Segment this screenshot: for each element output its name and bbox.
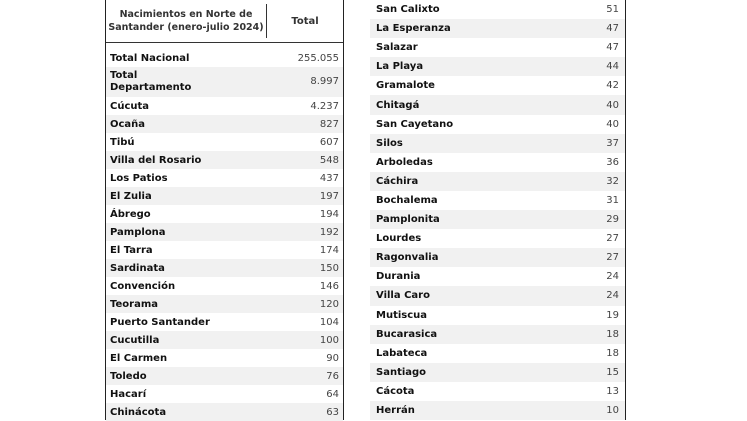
birth-count: 42 [606, 80, 619, 92]
municipality-name: Total Departamento [110, 70, 192, 93]
birth-count: 104 [319, 316, 339, 328]
municipality-name: Ábrego [110, 208, 151, 220]
birth-count: 827 [319, 118, 339, 130]
table-header [106, 0, 343, 43]
birth-count: 548 [319, 154, 339, 166]
municipality-name: Teorama [110, 298, 158, 310]
table-row [106, 169, 343, 187]
table-row [370, 210, 625, 229]
birth-count: 63 [326, 406, 339, 418]
table-row [106, 133, 343, 151]
municipality-name: Durania [376, 271, 421, 283]
municipality-name: Villa Caro [376, 290, 430, 302]
birth-count: 4.237 [310, 100, 339, 112]
birth-count: 255.055 [297, 52, 339, 64]
birth-count: 31 [606, 194, 619, 206]
municipality-name: Arboledas [376, 156, 433, 168]
municipality-name: Mutiscua [376, 309, 428, 321]
municipality-name: El Tarra [110, 244, 153, 256]
municipality-name: La Playa [376, 61, 424, 73]
table-row [370, 286, 625, 305]
births-table-left [105, 0, 344, 420]
birth-count: 90 [326, 352, 339, 364]
table-row [106, 385, 343, 403]
table-row [106, 367, 343, 385]
birth-count: 24 [606, 290, 619, 302]
table-row [370, 325, 625, 344]
municipality-name: San Calixto [376, 4, 440, 16]
table-body [370, 0, 625, 420]
municipality-name: Ragonvalia [376, 252, 439, 264]
table-row [370, 401, 625, 420]
birth-count: 47 [606, 23, 619, 35]
table-row [370, 38, 625, 57]
table-row [106, 331, 343, 349]
table-row [370, 267, 625, 286]
birth-count: 174 [319, 244, 339, 256]
birth-count: 13 [606, 385, 619, 397]
birth-count: 40 [606, 99, 619, 111]
municipality-name: Total Nacional [110, 52, 190, 64]
table-row [106, 205, 343, 223]
table-row [370, 172, 625, 191]
header-total: Total [291, 15, 319, 27]
table-row [370, 115, 625, 134]
table-row [106, 403, 343, 421]
birth-count: 197 [319, 190, 339, 202]
municipality-name: Pamplonita [376, 214, 440, 226]
birth-count: 18 [606, 347, 619, 359]
municipality-name: Toledo [110, 370, 147, 382]
birth-count: 100 [319, 334, 339, 346]
table-row [106, 259, 343, 277]
birth-count: 146 [319, 280, 339, 292]
municipality-name: Santiago [376, 366, 427, 378]
table-row [370, 248, 625, 267]
birth-count: 120 [319, 298, 339, 310]
birth-count: 40 [606, 118, 619, 130]
birth-count: 19 [606, 309, 619, 321]
table-row [370, 95, 625, 114]
municipality-name: Silos [376, 137, 403, 149]
municipality-name: Bucarasica [376, 328, 438, 340]
table-row [106, 97, 343, 115]
table-row [106, 295, 343, 313]
table-row [106, 67, 343, 97]
birth-count: 192 [319, 226, 339, 238]
birth-count: 27 [606, 233, 619, 245]
birth-count: 29 [606, 214, 619, 226]
municipality-name: Tibú [110, 136, 135, 148]
municipality-name: Los Patios [110, 172, 168, 184]
birth-count: 150 [319, 262, 339, 274]
table-row [370, 382, 625, 401]
municipality-name: El Zulia [110, 190, 152, 202]
birth-count: 18 [606, 328, 619, 340]
table-row [370, 153, 625, 172]
birth-count: 44 [606, 61, 619, 73]
table-row [370, 134, 625, 153]
municipality-name: Cucutilla [110, 334, 160, 346]
municipality-name: Gramalote [376, 80, 435, 92]
table-row [370, 76, 625, 95]
table-row [106, 223, 343, 241]
birth-count: 607 [319, 136, 339, 148]
header-title: Nacimientos en Norte de Santander (enero-julio 2024) [106, 4, 267, 38]
municipality-name: Cúcuta [110, 100, 150, 112]
municipality-name: Labateca [376, 347, 428, 359]
table-row [106, 241, 343, 259]
table-row [106, 277, 343, 295]
table-row [370, 19, 625, 38]
birth-count: 64 [326, 388, 339, 400]
municipality-name: Puerto Santander [110, 316, 210, 328]
table-row [106, 349, 343, 367]
municipality-name: San Cayetano [376, 118, 454, 130]
table-row [370, 57, 625, 76]
birth-count: 194 [319, 208, 339, 220]
table-row [370, 229, 625, 248]
municipality-name: Bochalema [376, 194, 438, 206]
municipality-name: La Esperanza [376, 23, 451, 35]
birth-count: 437 [319, 172, 339, 184]
table-row [370, 191, 625, 210]
municipality-name: Chinácota [110, 406, 167, 418]
municipality-name: Salazar [376, 42, 418, 54]
table-row [370, 306, 625, 325]
table-row [106, 49, 343, 67]
municipality-name: Pamplona [110, 226, 166, 238]
births-table-right [370, 0, 626, 420]
municipality-name: El Carmen [110, 352, 168, 364]
birth-count: 51 [606, 4, 619, 16]
birth-count: 27 [606, 252, 619, 264]
table-row [370, 0, 625, 19]
municipality-name: Villa del Rosario [110, 154, 202, 166]
table-row [370, 363, 625, 382]
table-row [106, 187, 343, 205]
birth-count: 76 [326, 370, 339, 382]
municipality-name: Cácota [376, 385, 415, 397]
table-row [106, 313, 343, 331]
table-row [106, 115, 343, 133]
table-row [370, 344, 625, 363]
birth-count: 47 [606, 42, 619, 54]
birth-count: 15 [606, 366, 619, 378]
municipality-name: Lourdes [376, 233, 422, 245]
birth-count: 36 [606, 156, 619, 168]
birth-count: 10 [606, 405, 619, 417]
municipality-name: Herrán [376, 405, 415, 417]
municipality-name: Chitagá [376, 99, 420, 111]
birth-count: 8.997 [310, 76, 339, 87]
municipality-name: Ocaña [110, 118, 146, 130]
municipality-name: Convención [110, 280, 176, 292]
municipality-name: Hacarí [110, 388, 147, 400]
municipality-name: Sardinata [110, 262, 165, 274]
table-body [106, 43, 343, 421]
table-row [106, 151, 343, 169]
municipality-name: Cáchira [376, 175, 419, 187]
birth-count: 32 [606, 175, 619, 187]
birth-count: 37 [606, 137, 619, 149]
birth-count: 24 [606, 271, 619, 283]
